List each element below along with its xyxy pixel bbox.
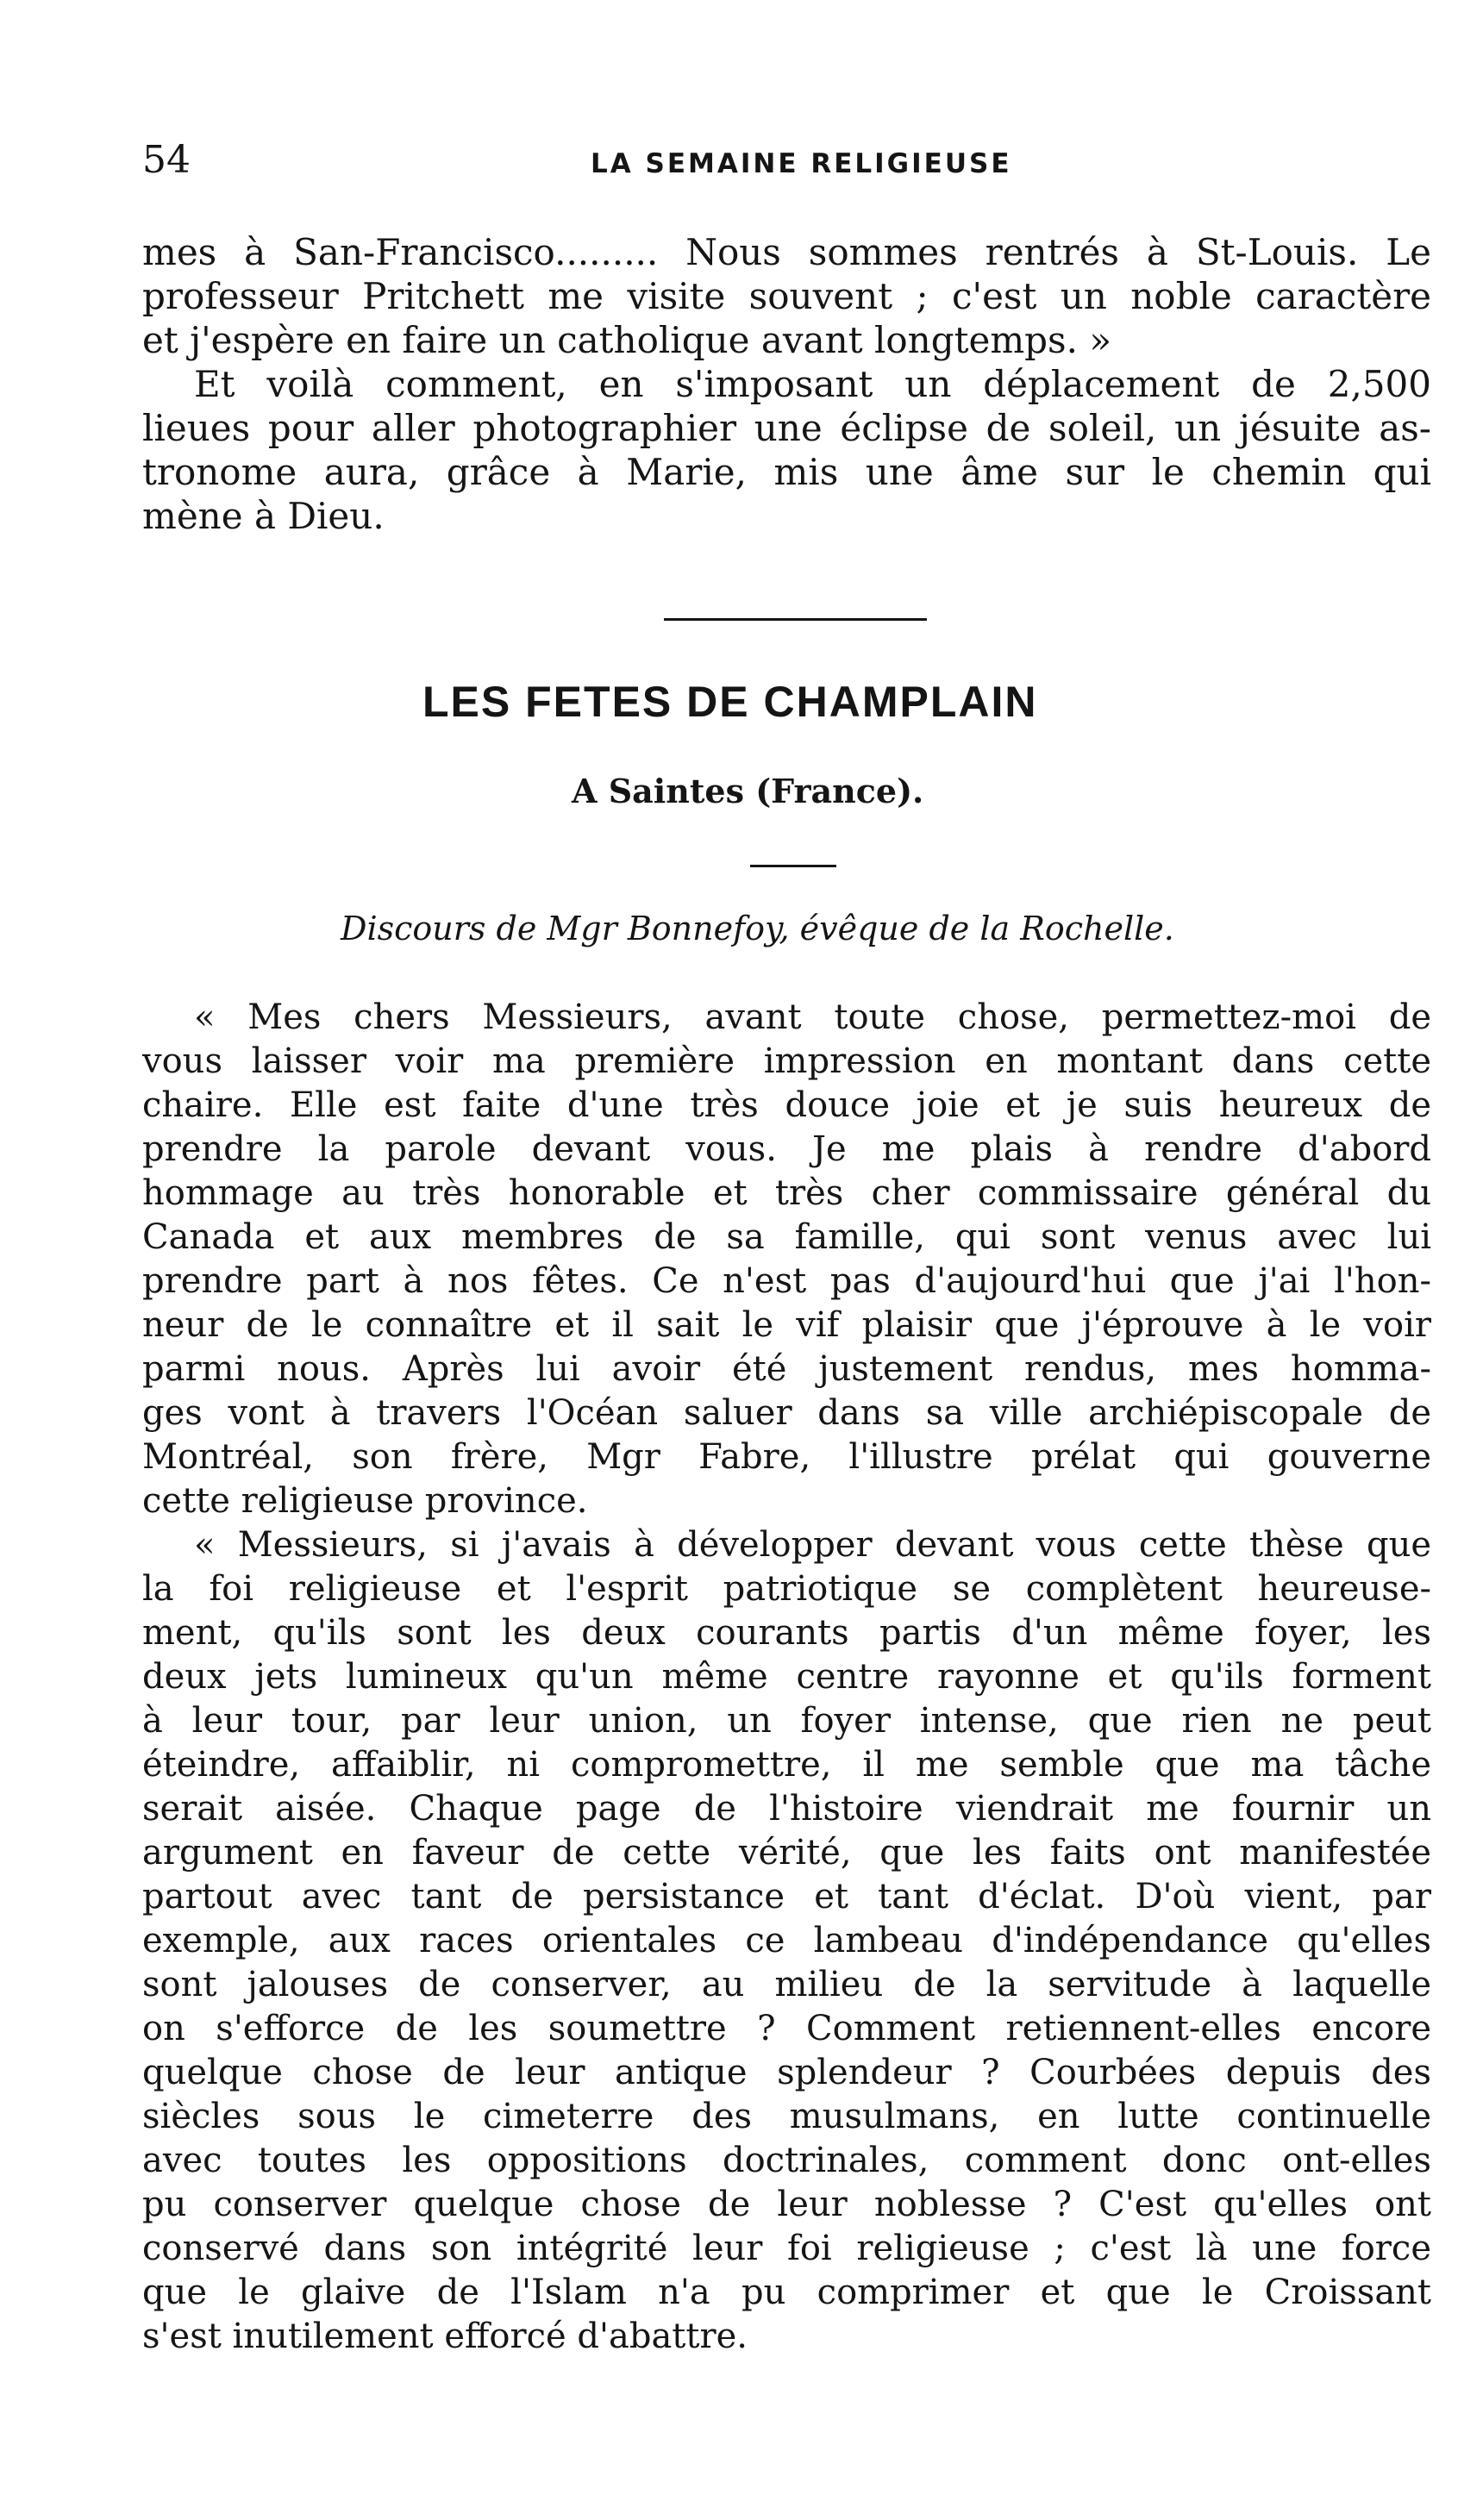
text-line: ment, qu'ils sont les deux courants partis d'un même foyer, les bbox=[142, 1613, 1431, 1653]
text-line: siècles sous le cimeterre des musulmans, en lutte continuelle bbox=[142, 2097, 1431, 2136]
text-line: pu conserver quelque chose de leur noblesse ? C'est qu'elles ont bbox=[142, 2185, 1431, 2224]
text-line: et j'espère en faire un catholique avant longtemps. » bbox=[142, 319, 1112, 361]
section-divider bbox=[664, 618, 927, 621]
text-line: Et voilà comment, en s'imposant un déplacement de 2,500 bbox=[194, 363, 1431, 405]
intro-text bbox=[142, 230, 1431, 538]
text-line: « Mes chers Messieurs, avant toute chose, permettez-moi de bbox=[194, 997, 1431, 1037]
text-line: lieues pour aller photographier une éclipse de soleil, un jésuite as- bbox=[142, 407, 1431, 449]
running-head: LA SEMAINE RELIGIEUSE bbox=[591, 148, 1012, 179]
text-line: mène à Dieu. bbox=[142, 495, 385, 537]
text-line: conservé dans son intégrité leur foi religieuse ; c'est là une force bbox=[142, 2229, 1431, 2268]
discourse-attribution: Discours de Mgr Bonnefoy, évêque de la Rochelle. bbox=[341, 910, 1174, 947]
text-line: cette religieuse province. bbox=[142, 1481, 588, 1521]
text-line: mes à San-Francisco......... Nous sommes rentrés à St-Louis. Le bbox=[142, 231, 1431, 273]
text-line: ges vont à travers l'Océan saluer dans sa ville archiépiscopale de bbox=[142, 1393, 1431, 1433]
text-line: tronome aura, grâce à Marie, mis une âme sur le chemin qui bbox=[142, 451, 1431, 493]
text-line: neur de le connaître et il sait le vif plaisir que j'éprouve à le voir bbox=[142, 1305, 1431, 1345]
text-line: partout avec tant de persistance et tant d'éclat. D'où vient, par bbox=[142, 1877, 1431, 1917]
text-line: Montréal, son frère, Mgr Fabre, l'illustre prélat qui gouverne bbox=[142, 1437, 1431, 1477]
section-subtitle: A Saintes (France). bbox=[572, 772, 924, 810]
text-line: on s'efforce de les soumettre ? Comment retiennent-elles encore bbox=[142, 2009, 1431, 2048]
page-number: 54 bbox=[142, 138, 191, 182]
text-line: prendre part à nos fêtes. Ce n'est pas d'aujourd'hui que j'ai l'hon- bbox=[142, 1261, 1431, 1301]
text-line: exemple, aux races orientales ce lambeau d'indépendance qu'elles bbox=[142, 1921, 1431, 1960]
text-line: la foi religieuse et l'esprit patriotique se complètent heureuse- bbox=[142, 1569, 1431, 1609]
text-line: que le glaive de l'Islam n'a pu comprimer et que le Croissant bbox=[142, 2273, 1431, 2312]
text-line: quelque chose de leur antique splendeur ? Courbées depuis des bbox=[142, 2053, 1431, 2092]
text-line: chaire. Elle est faite d'une très douce joie et je suis heureux de bbox=[142, 1085, 1431, 1125]
text-line: avec toutes les oppositions doctrinales, comment donc ont-elles bbox=[142, 2141, 1431, 2180]
section-title: LES FETES DE CHAMPLAIN bbox=[422, 678, 1038, 726]
text-line: parmi nous. Après lui avoir été justement rendus, mes homma- bbox=[142, 1349, 1431, 1389]
text-line: argument en faveur de cette vérité, que les faits ont manifestée bbox=[142, 1833, 1431, 1873]
speech-text bbox=[142, 996, 1431, 2359]
subtitle-divider bbox=[750, 865, 836, 867]
text-line: à leur tour, par leur union, un foyer intense, que rien ne peut bbox=[142, 1701, 1431, 1741]
text-line: éteindre, affaiblir, ni compromettre, il me semble que ma tâche bbox=[142, 1745, 1431, 1785]
page-header bbox=[142, 138, 1431, 190]
text-line: s'est inutilement efforcé d'abattre. bbox=[142, 2317, 748, 2356]
text-line: Canada et aux membres de sa famille, qui sont venus avec lui bbox=[142, 1217, 1431, 1257]
text-line: sont jalouses de conserver, au milieu de la servitude à laquelle bbox=[142, 1965, 1431, 2004]
text-line: vous laisser voir ma première impression en montant dans cette bbox=[142, 1041, 1431, 1081]
text-line: professeur Pritchett me visite souvent ; c'est un noble caractère bbox=[142, 275, 1431, 317]
text-line: prendre la parole devant vous. Je me plais à rendre d'abord bbox=[142, 1129, 1431, 1169]
text-line: deux jets lumineux qu'un même centre rayonne et qu'ils forment bbox=[142, 1657, 1431, 1697]
text-line: serait aisée. Chaque page de l'histoire viendrait me fournir un bbox=[142, 1789, 1431, 1829]
text-line: hommage au très honorable et très cher commissaire général du bbox=[142, 1173, 1431, 1213]
text-line: « Messieurs, si j'avais à développer devant vous cette thèse que bbox=[194, 1525, 1431, 1565]
